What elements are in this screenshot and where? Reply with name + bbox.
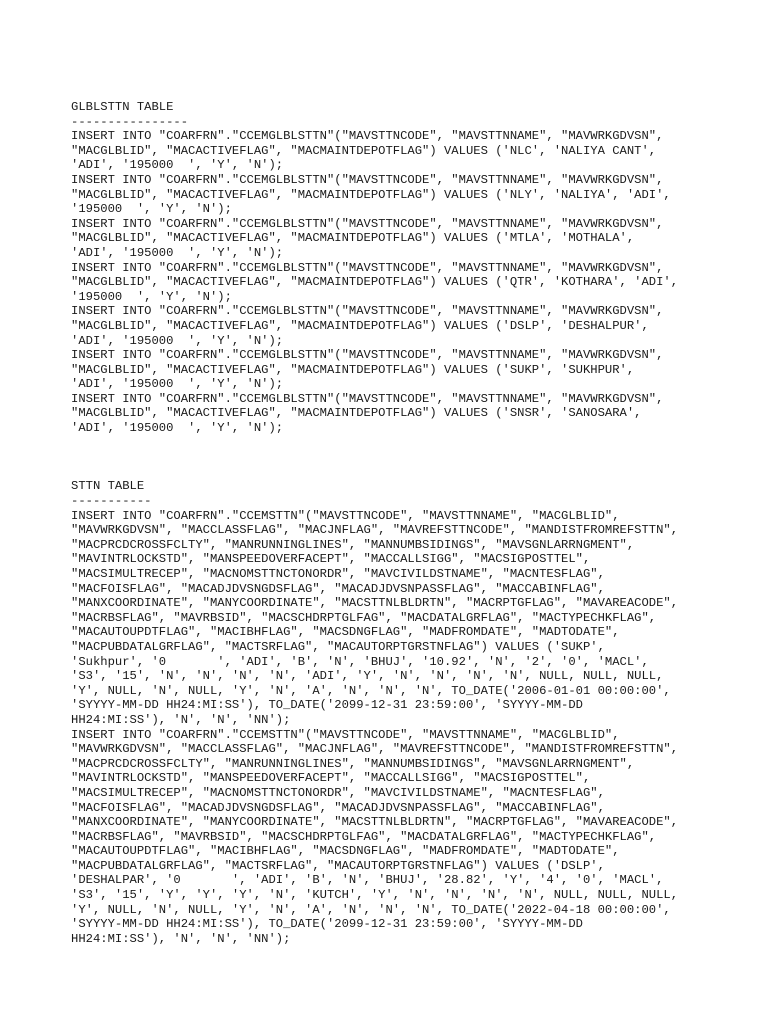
spacer	[71, 465, 711, 480]
code-line: "MACAUTOUPDTFLAG", "MACIBHFLAG", "MACSDNGFLAG", "MADFROMDATE", "MADTODATE",	[71, 844, 620, 859]
code-line: INSERT INTO "COARFRN"."CCEMSTTN"("MAVSTTNCODE", "MAVSTTNNAME", "MACGLBLID",	[71, 727, 620, 742]
code-line: "MANXCOORDINATE", "MANYCOORDINATE", "MACSTTNLBLDRTN", "MACRPTGFLAG", "MAVAREACODE",	[71, 596, 679, 611]
code-line: "MACGLBLID", "MACACTIVEFLAG", "MACMAINTDEPOTFLAG") VALUES ('NLY', 'NALIYA', 'ADI',	[71, 187, 671, 202]
code-line: HH24:MI:SS'), 'N', 'N', 'NN');	[71, 931, 291, 946]
code-line: 'ADI', '195000 ', 'Y', 'N');	[71, 158, 284, 173]
code-line: "MACGLBLID", "MACACTIVEFLAG", "MACMAINTDEPOTFLAG") VALUES ('SNSR', 'SANOSARA',	[71, 406, 642, 421]
section-glblsttn	[71, 100, 711, 436]
sql-block	[71, 129, 711, 435]
code-line: INSERT INTO "COARFRN"."CCEMGLBLSTTN"("MAVSTTNCODE", "MAVSTTNNAME", "MAVWRKGDVSN",	[71, 129, 664, 144]
code-line: INSERT INTO "COARFRN"."CCEMSTTN"("MAVSTTNCODE", "MAVSTTNNAME", "MACGLBLID",	[71, 508, 620, 523]
code-line: 'S3', '15', 'Y', 'Y', 'Y', 'N', 'KUTCH', 'Y', 'N', 'N', 'N', 'N', NULL, NULL, NULL,	[71, 888, 679, 903]
code-line: 'Y', NULL, 'N', NULL, 'Y', 'N', 'A', 'N', 'N', 'N', TO_DATE('2006-01-01 00:00:00',	[71, 683, 671, 698]
spacer	[71, 436, 711, 451]
code-line: "MACSIMULTRECEP", "MACNOMSTTNCTONORDR", "MAVCIVILDSTNAME", "MACNTESFLAG",	[71, 785, 605, 800]
sql-block	[71, 509, 711, 947]
code-line: "MACFOISFLAG", "MACADJDVSNGDSFLAG", "MACADJDVSNPASSFLAG", "MACCABINFLAG",	[71, 800, 605, 815]
code-line: INSERT INTO "COARFRN"."CCEMGLBLSTTN"("MAVSTTNCODE", "MAVSTTNNAME", "MAVWRKGDVSN",	[71, 304, 664, 319]
code-line: 'ADI', '195000 ', 'Y', 'N');	[71, 333, 284, 348]
code-line: 'ADI', '195000 ', 'Y', 'N');	[71, 421, 284, 436]
code-line: "MACGLBLID", "MACACTIVEFLAG", "MACMAINTDEPOTFLAG") VALUES ('MTLA', 'MOTHALA',	[71, 231, 635, 246]
code-line: "MACPRCDCROSSFCLTY", "MANRUNNINGLINES", "MANNUMBSIDINGS", "MAVSGNLARRNGMENT",	[71, 537, 635, 552]
code-line: HH24:MI:SS'), 'N', 'N', 'NN');	[71, 712, 291, 727]
code-line: "MAVINTRLOCKSTD", "MANSPEEDOVERFACEPT", "MACCALLSIGG", "MACSIGPOSTTEL",	[71, 552, 591, 567]
code-line: INSERT INTO "COARFRN"."CCEMGLBLSTTN"("MAVSTTNCODE", "MAVSTTNNAME", "MAVWRKGDVSN",	[71, 216, 664, 231]
code-line: INSERT INTO "COARFRN"."CCEMGLBLSTTN"("MAVSTTNCODE", "MAVSTTNNAME", "MAVWRKGDVSN",	[71, 348, 664, 363]
section-underline: -----------	[71, 494, 152, 509]
code-line: 'ADI', '195000 ', 'Y', 'N');	[71, 245, 284, 260]
code-line: 'DESHALPAR', '0 ', 'ADI', 'B', 'N', 'BHUJ', '28.82', 'Y', '4', '0', 'MACL',	[71, 873, 664, 888]
code-line: "MACGLBLID", "MACACTIVEFLAG", "MACMAINTDEPOTFLAG") VALUES ('NLC', 'NALIYA CANT',	[71, 143, 657, 158]
code-line: 'SYYYY-MM-DD HH24:MI:SS'), TO_DATE('2099-12-31 23:59:00', 'SYYYY-MM-DD	[71, 698, 583, 713]
code-line: '195000 ', 'Y', 'N');	[71, 202, 232, 217]
code-line: "MACGLBLID", "MACACTIVEFLAG", "MACMAINTDEPOTFLAG") VALUES ('SUKP', 'SUKHPUR',	[71, 362, 635, 377]
section-underline: ----------------	[71, 114, 189, 129]
code-line: INSERT INTO "COARFRN"."CCEMGLBLSTTN"("MAVSTTNCODE", "MAVSTTNNAME", "MAVWRKGDVSN",	[71, 260, 664, 275]
code-line: "MACGLBLID", "MACACTIVEFLAG", "MACMAINTDEPOTFLAG") VALUES ('QTR', 'KOTHARA', 'ADI',	[71, 275, 679, 290]
code-line: "MAVINTRLOCKSTD", "MANSPEEDOVERFACEPT", "MACCALLSIGG", "MACSIGPOSTTEL",	[71, 771, 591, 786]
code-line: "MAVWRKGDVSN", "MACCLASSFLAG", "MACJNFLAG", "MAVREFSTTNCODE", "MANDISTFROMREFSTTN",	[71, 523, 679, 538]
section-heading: STTN TABLE	[71, 479, 145, 494]
code-line: "MACPRCDCROSSFCLTY", "MANRUNNINGLINES", "MANNUMBSIDINGS", "MAVSGNLARRNGMENT",	[71, 756, 635, 771]
code-line: "MACPUBDATALGRFLAG", "MACTSRFLAG", "MACAUTORPTGRSTNFLAG") VALUES ('DSLP',	[71, 858, 605, 873]
section-heading: GLBLSTTN TABLE	[71, 100, 174, 114]
code-line: "MACSIMULTRECEP", "MACNOMSTTNCTONORDR", "MAVCIVILDSTNAME", "MACNTESFLAG",	[71, 567, 605, 581]
code-line: '195000 ', 'Y', 'N');	[71, 289, 232, 304]
code-line: 'S3', '15', 'N', 'N', 'N', 'N', 'ADI', 'Y', 'N', 'N', 'N', 'N', NULL, NULL, NULL,	[71, 669, 664, 684]
code-line: "MACGLBLID", "MACACTIVEFLAG", "MACMAINTDEPOTFLAG") VALUES ('DSLP', 'DESHALPUR',	[71, 318, 649, 333]
code-line: 'SYYYY-MM-DD HH24:MI:SS'), TO_DATE('2099-12-31 23:59:00', 'SYYYY-MM-DD	[71, 917, 583, 932]
code-line: "MACPUBDATALGRFLAG", "MACTSRFLAG", "MACAUTORPTGRSTNFLAG") VALUES ('SUKP',	[71, 639, 605, 654]
spacer	[71, 450, 711, 465]
code-line: "MACRBSFLAG", "MAVRBSID", "MACSCHDRPTGLFAG", "MACDATALGRFLAG", "MACTYPECHKFLAG",	[71, 829, 657, 844]
document-page	[71, 100, 711, 946]
code-line: "MAVWRKGDVSN", "MACCLASSFLAG", "MACJNFLAG", "MAVREFSTTNCODE", "MANDISTFROMREFSTTN",	[71, 742, 679, 757]
code-line: INSERT INTO "COARFRN"."CCEMGLBLSTTN"("MAVSTTNCODE", "MAVSTTNNAME", "MAVWRKGDVSN",	[71, 172, 664, 187]
code-line: 'Y', NULL, 'N', NULL, 'Y', 'N', 'A', 'N', 'N', 'N', TO_DATE('2022-04-18 00:00:00',	[71, 902, 671, 917]
code-line: INSERT INTO "COARFRN"."CCEMGLBLSTTN"("MAVSTTNCODE", "MAVSTTNNAME", "MAVWRKGDVSN",	[71, 391, 664, 406]
code-line: 'ADI', '195000 ', 'Y', 'N');	[71, 377, 284, 392]
code-line: "MACRBSFLAG", "MAVRBSID", "MACSCHDRPTGLFAG", "MACDATALGRFLAG", "MACTYPECHKFLAG",	[71, 610, 657, 625]
code-line: "MANXCOORDINATE", "MANYCOORDINATE", "MACSTTNLBLDRTN", "MACRPTGFLAG", "MAVAREACODE",	[71, 815, 679, 830]
code-line: 'Sukhpur', '0 ', 'ADI', 'B', 'N', 'BHUJ', '10.92', 'N', '2', '0', 'MACL',	[71, 654, 649, 669]
code-line: "MACAUTOUPDTFLAG", "MACIBHFLAG", "MACSDNGFLAG", "MADFROMDATE", "MADTODATE",	[71, 625, 620, 640]
section-sttn	[71, 479, 711, 946]
code-line: "MACFOISFLAG", "MACADJDVSNGDSFLAG", "MACADJDVSNPASSFLAG", "MACCABINFLAG",	[71, 581, 605, 596]
